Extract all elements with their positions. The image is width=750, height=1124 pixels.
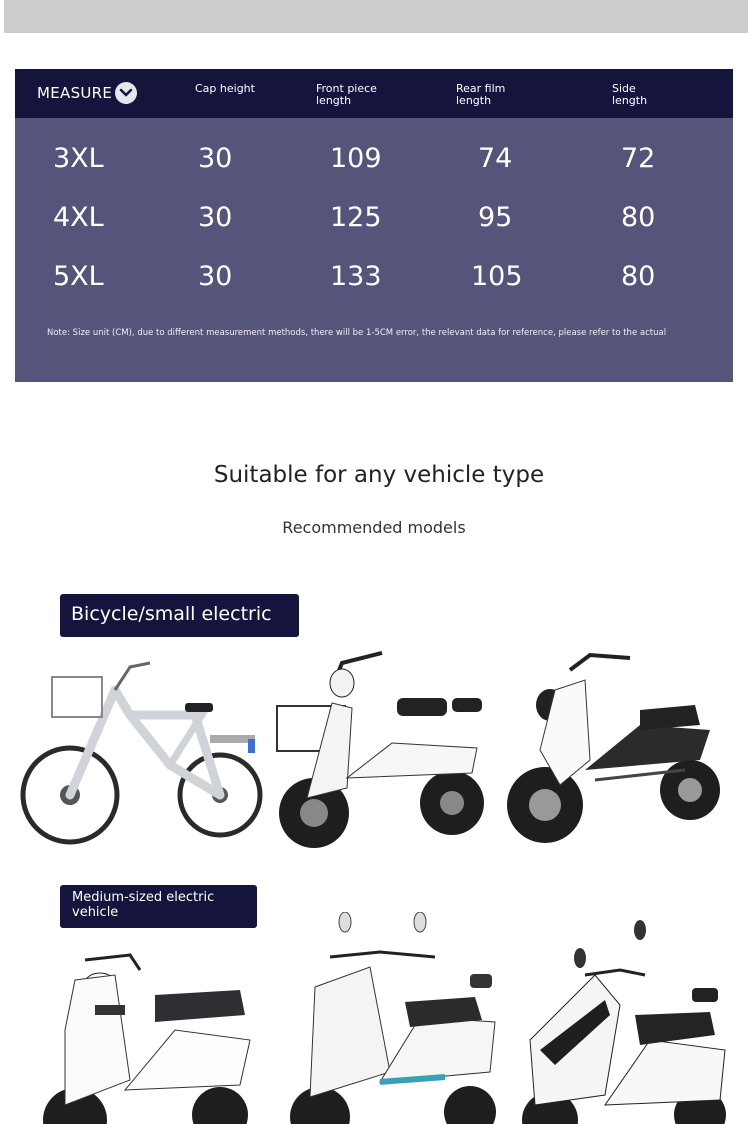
front-piece-cell: 125 xyxy=(330,202,382,233)
chevron-down-icon xyxy=(115,82,137,104)
section-subtitle: Recommended models xyxy=(282,518,466,537)
side-length-cell: 72 xyxy=(621,143,656,174)
column-header-rear-film-length: Rear film length xyxy=(456,82,506,107)
section-title: Suitable for any vehicle type xyxy=(213,462,545,488)
rear-film-cell: 105 xyxy=(471,261,523,292)
top-banner-strip xyxy=(4,0,748,33)
table-row xyxy=(15,202,733,242)
electric-bicycle-image xyxy=(20,655,270,850)
column-header-front-piece-length: Front piece length xyxy=(316,82,377,107)
rear-film-cell: 95 xyxy=(478,202,513,233)
column-header-cap-height: Cap height xyxy=(195,82,255,95)
category-label-text: Bicycle/small electric xyxy=(71,603,272,625)
sport-electric-scooter-image xyxy=(510,920,730,1124)
category-label-text: Medium-sized electric vehicle xyxy=(72,890,215,920)
retro-white-scooter-image xyxy=(270,912,505,1124)
measurement-note: Note: Size unit (CM), due to different measurement methods, there will be 1-5CM error, the relevant data for reference, please refer to the actual xyxy=(47,328,667,338)
size-chart-header xyxy=(15,69,733,118)
small-electric-scooter-image xyxy=(272,648,497,853)
category-label-bicycle xyxy=(60,594,299,637)
column-header-side-length: Side length xyxy=(612,82,648,107)
size-chart-table xyxy=(15,69,733,382)
category-label-medium xyxy=(60,885,257,928)
rear-film-cell: 74 xyxy=(478,143,513,174)
size-cell: 4XL xyxy=(53,202,104,233)
measure-label: MEASURE xyxy=(37,84,113,102)
cap-height-cell: 30 xyxy=(198,143,233,174)
side-length-cell: 80 xyxy=(621,261,656,292)
size-cell: 5XL xyxy=(53,261,104,292)
table-row xyxy=(15,143,733,183)
side-length-cell: 80 xyxy=(621,202,656,233)
front-piece-cell: 109 xyxy=(330,143,382,174)
small-electric-moped-image xyxy=(500,650,730,850)
front-piece-cell: 133 xyxy=(330,261,382,292)
white-electric-scooter-image xyxy=(35,950,260,1124)
cap-height-cell: 30 xyxy=(198,202,233,233)
table-row xyxy=(15,261,733,301)
cap-height-cell: 30 xyxy=(198,261,233,292)
size-cell: 3XL xyxy=(53,143,104,174)
